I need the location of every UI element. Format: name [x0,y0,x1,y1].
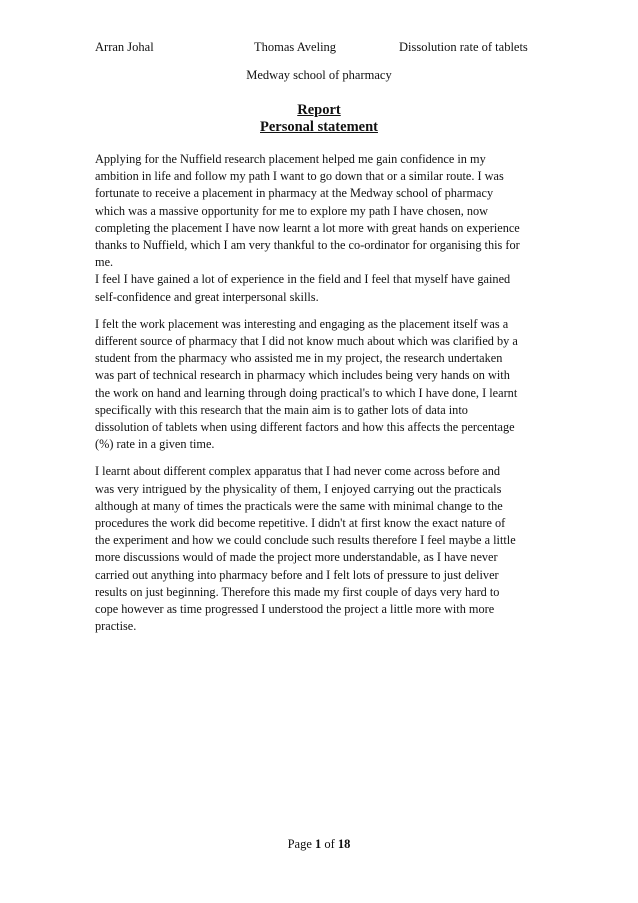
text-line: although at many of times the practicals were the same with minimal change to the [95,498,503,513]
text-line: fortunate to receive a placement in pharmacy at the Medway school of pharmacy [95,186,494,201]
text-line: me. [95,255,114,270]
text-line: I feel I have gained a lot of experience in the field and I feel that myself have gained [95,272,511,287]
text-line: cope however as time progressed I understood the project a little more with more [95,602,495,617]
paragraph-gap [95,453,543,463]
paragraph-gap [95,306,543,316]
header-supervisor: Thomas Aveling [254,40,337,54]
text-line: (%) rate in a given time. [95,437,215,452]
body-text [95,151,543,635]
text-line: was very intrigued by the physicality of them, I enjoyed carrying out the practicals [95,481,502,496]
footer-of-word: of [324,837,335,851]
title-block [0,102,638,136]
page-header [95,40,545,56]
report-subtitle: Personal statement [260,119,378,135]
text-line: I learnt about different complex apparatus that I had never come across before and [95,464,501,479]
text-line: which was a massive opportunity for me to explore my path I have chosen, now [95,203,489,218]
text-line: I felt the work placement was interesting and engaging as the placement itself was a [95,316,509,331]
text-line: practise. [95,619,137,634]
text-line: more discussions would of made the project more understandable, as I have never [95,550,498,565]
text-line: the work on hand and learning through doing practical's to which I have done, I learnt [95,385,518,400]
page-footer [0,837,638,852]
text-line: student from the pharmacy who assisted me in my project, the research undertaken [95,351,503,366]
text-line: carried out anything into pharmacy before and I felt lots of pressure to just deliver [95,567,499,582]
school-name: Medway school of pharmacy [246,68,392,82]
text-line: results on just beginning. Therefore this made my first couple of days very hard to [95,584,500,599]
footer-current-page: 1 [315,837,322,851]
footer-page-word: Page [287,837,312,851]
text-line: different source of pharmacy that I did not know much about which was clarified by a [95,334,518,349]
paragraph [95,463,543,635]
footer-total-pages: 18 [337,837,351,851]
text-line: self-confidence and great interpersonal skills. [95,289,319,304]
header-project: Dissolution rate of tablets [399,40,528,54]
text-line: completing the placement I have now learnt a lot more with great hands on experience [95,220,520,235]
paragraph [95,151,543,306]
header-author: Arran Johal [95,40,154,54]
text-line: was part of technical research in pharmacy which includes being very hands on with [95,368,510,383]
text-line: dissolution of tablets when using different factors and how this affects the percentage [95,420,515,435]
text-line: specifically with this research that the main aim is to gather lots of data into [95,402,468,417]
paragraph [95,316,543,454]
text-line: thanks to Nuffield, which I am very thankful to the co-ordinator for organising this for [95,238,520,253]
text-line: Applying for the Nuffield research placement helped me gain confidence in my [95,152,486,166]
text-line: procedures the work did become repetitive. I didn't at first know the exact nature of [95,516,506,531]
text-line: the experiment and how we could conclude such results therefore I feel maybe a little [95,533,516,548]
text-line: ambition in life and follow my path I want to go down that or a similar route. I was [95,169,504,184]
report-title: Report [297,102,341,118]
